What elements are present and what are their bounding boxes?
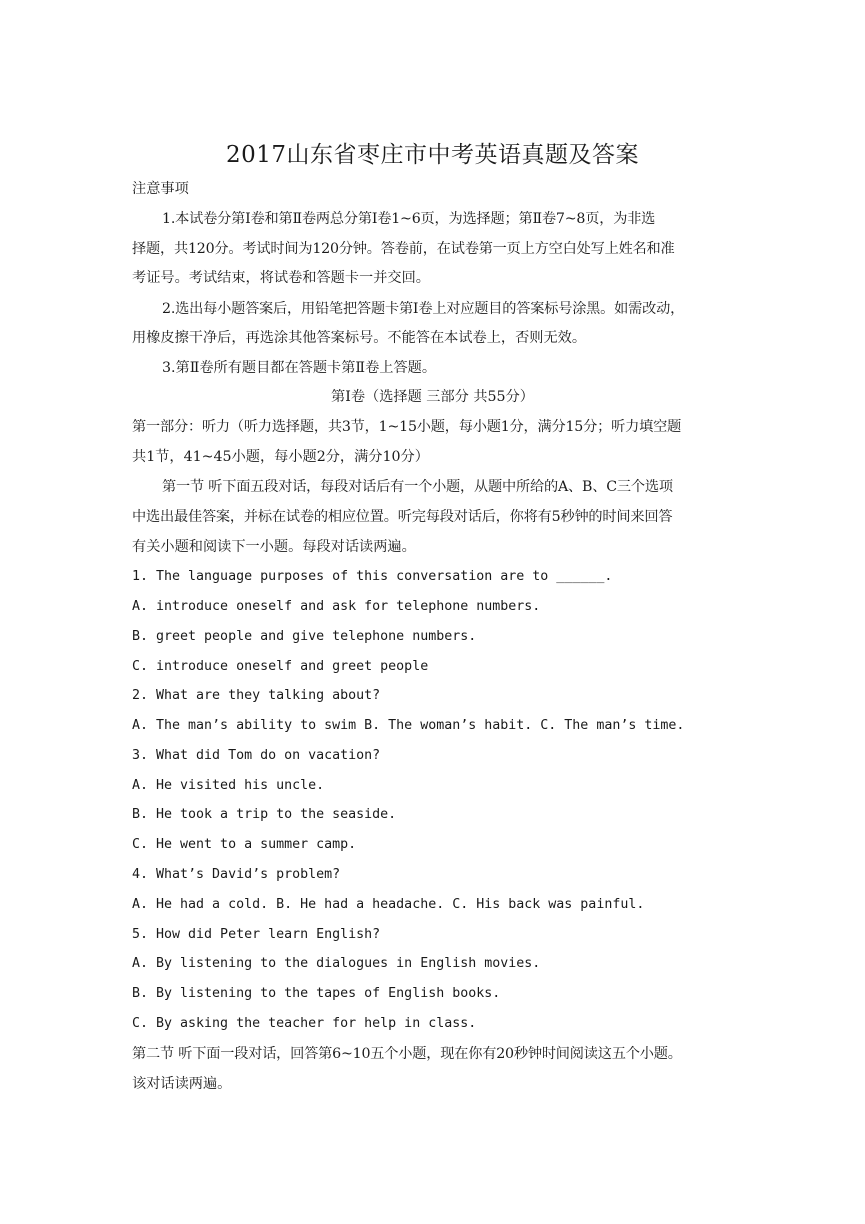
part-1-line-1: 第一部分：听力（听力选择题，共3节，1~15小题，每小题1分，满分15分；听力填空题 <box>132 419 682 435</box>
notice-item-2-line-1: 2.选出每小题答案后，用铅笔把答题卡第Ⅰ卷上对应题目的答案标号涂黑。如需改动， <box>162 301 685 317</box>
question-1: 1. The language purposes of this conversation are to ______. <box>132 569 613 584</box>
question-1-option-a: A. introduce oneself and ask for telephone numbers. <box>132 599 541 614</box>
volume-1-heading: 第Ⅰ卷（选择题 三部分 共55分） <box>331 389 534 405</box>
document-title: 2017山东省枣庄市中考英语真题及答案 <box>225 142 640 168</box>
question-3: 3. What did Tom do on vacation? <box>132 748 381 763</box>
question-3-option-a: A. He visited his uncle. <box>132 778 325 793</box>
notice-item-3: 3.第Ⅱ卷所有题目都在答题卡第Ⅱ卷上答题。 <box>162 360 437 376</box>
question-3-option-b: B. He took a trip to the seaside. <box>132 807 397 822</box>
question-5-option-b: B. By listening to the tapes of English books. <box>132 986 501 1001</box>
section-1-line-1: 第一节 听下面五段对话，每段对话后有一个小题，从题中所给的A、B、C三个选项 <box>162 479 673 495</box>
question-1-option-c: C. introduce oneself and greet people <box>132 659 429 674</box>
notice-item-1-line-1: 1.本试卷分第Ⅰ卷和第Ⅱ卷两总分第Ⅰ卷1~6页，为选择题；第Ⅱ卷7~8页，为非选 <box>162 211 656 227</box>
question-2-options: A. The man’s ability to swim B. The woman’s habit. C. The man’s time. <box>132 718 685 733</box>
question-4: 4. What’s David’s problem? <box>132 867 341 882</box>
notice-item-1-line-3: 考证号。考试结束，将试卷和答题卡一并交回。 <box>132 270 430 286</box>
section-2-line-2: 该对话读两遍。 <box>132 1076 232 1092</box>
question-5: 5. How did Peter learn English? <box>132 927 381 942</box>
question-1-option-b: B. greet people and give telephone numbers. <box>132 629 477 644</box>
part-1-line-2: 共1节，41~45小题，每小题2分，满分10分） <box>132 449 429 465</box>
section-2-line-1: 第二节 听下面一段对话，回答第6~10五个小题，现在你有20秒钟时间阅读这五个小题。 <box>132 1046 682 1062</box>
notice-heading: 注意事项 <box>132 181 189 197</box>
question-3-option-c: C. He went to a summer camp. <box>132 837 357 852</box>
notice-item-1-line-2: 择题，共120分。考试时间为120分钟。答卷前，在试卷第一页上方空白处写上姓名和准 <box>132 241 675 257</box>
section-1-line-3: 有关小题和阅读下一小题。每段对话读两遍。 <box>132 539 416 555</box>
question-5-option-a: A. By listening to the dialogues in English movies. <box>132 956 541 971</box>
section-1-line-2: 中选出最佳答案，并标在试卷的相应位置。听完每段对话后，你将有5秒钟的时间来回答 <box>132 509 673 525</box>
question-2: 2. What are they talking about? <box>132 688 381 703</box>
notice-item-2-line-2: 用橡皮擦干净后，再选涂其他答案标号。不能答在本试卷上，否则无效。 <box>132 330 587 346</box>
question-4-options: A. He had a cold. B. He had a headache. C. His back was painful. <box>132 897 645 912</box>
question-5-option-c: C. By asking the teacher for help in class. <box>132 1016 477 1031</box>
